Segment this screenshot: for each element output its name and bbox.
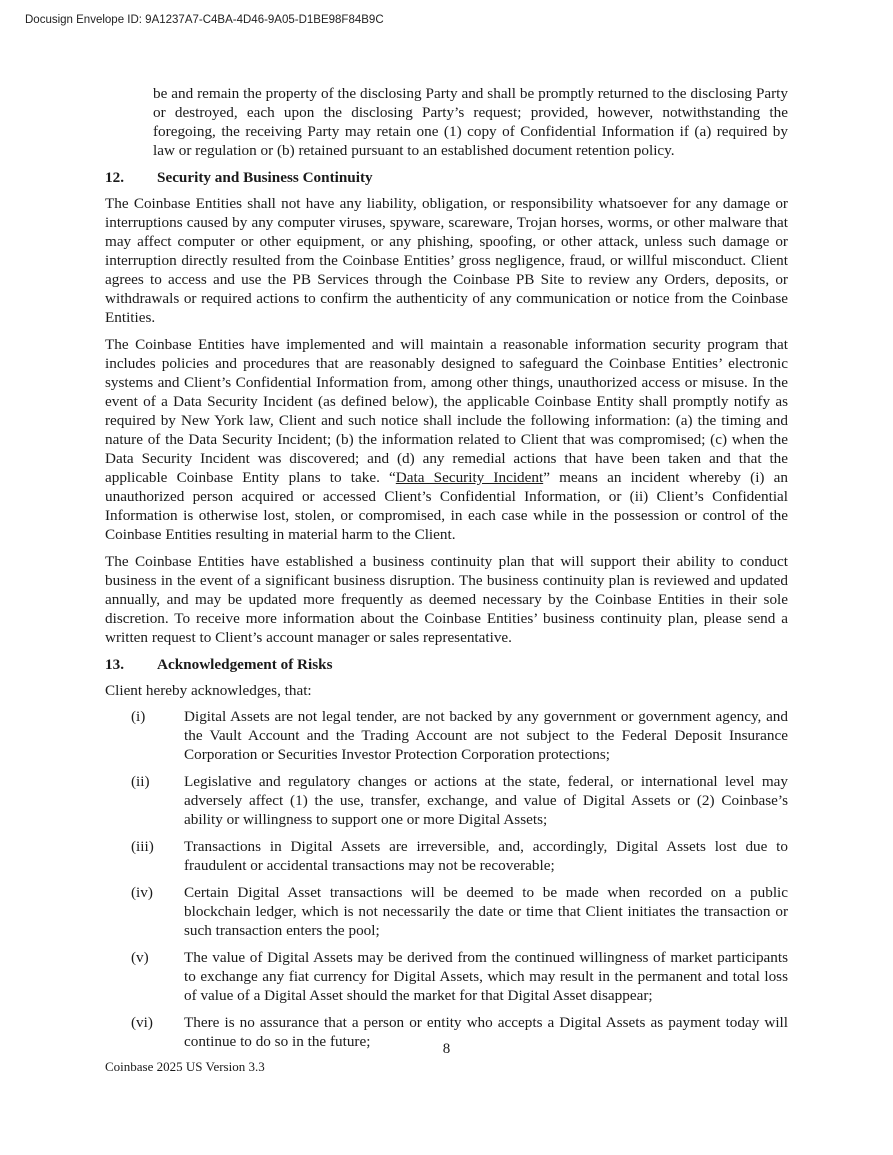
list-text: Certain Digital Asset transactions will be deemed to be made when recorded on a public blockchain ledger, which is not necessarily the date or time that Client initiates the transaction or such transaction enters the pool; <box>184 884 788 939</box>
list-text: There is no assurance that a person or entity who accepts a Digital Assets as payment today will continue to do so in the future; <box>184 1014 788 1050</box>
list-text: Digital Assets are not legal tender, are not backed by any government or government agency, and the Vault Account and the Trading Account are not subject to the Federal Deposit Insurance Corporation or Securities Investor Protection Corporation protections; <box>184 708 788 763</box>
defined-term: Data Security Incident <box>395 469 544 486</box>
list-label: (vi) <box>131 1014 153 1031</box>
list-item <box>105 948 788 1005</box>
list-text: Transactions in Digital Assets are irreversible, and, accordingly, Digital Assets lost due to fraudulent or accidental transactions may not be recoverable; <box>184 838 788 874</box>
list-label: (iii) <box>131 838 154 855</box>
section-title: Acknowledgement of Risks <box>157 656 333 673</box>
section-number: 12. <box>105 169 124 186</box>
list-text: The value of Digital Assets may be derived from the continued willingness of market participants to exchange any fiat currency for Digital Assets, which may result in the permanent and total loss of value of a Digital Asset should the market for that Digital Asset disappear; <box>184 949 788 1004</box>
section-13-heading <box>105 655 788 674</box>
document-body <box>105 84 788 1059</box>
section-title: Security and Business Continuity <box>157 169 373 186</box>
page-number: 8 <box>442 1041 451 1057</box>
paragraph: The Coinbase Entities shall not have any liability, obligation, or responsibility whatsoever for any damage or interruptions caused by any computer viruses, spyware, scareware, Trojan horses, worms, or other malware that may affect computer or other equipment, or any phishing, spoofing, or other attack, unless such damage or interruption directly resulted from the Coinbase Entities’ gross negligence, fraud, or willful misconduct. Client agrees to access and use the PB Services through the Coinbase PB Site to review any Orders, deposits, or withdrawals or required actions to confirm the authenticity of any communication or notice from the Coinbase Entities. <box>105 195 788 326</box>
list-intro: Client hereby acknowledges, that: <box>105 682 312 699</box>
envelope-id: Docusign Envelope ID: 9A1237A7-C4BA-4D46-9A05-D1BE98F84B9C <box>25 14 384 26</box>
section-number: 13. <box>105 656 124 673</box>
list-text: Legislative and regulatory changes or actions at the state, federal, or international level may adversely affect (1) the use, transfer, exchange, and value of Digital Assets or (2) Coinbase’s ability or willingness to support one or more Digital Assets; <box>184 773 788 828</box>
list-item <box>105 837 788 875</box>
footer-version: Coinbase 2025 US Version 3.3 <box>105 1059 265 1074</box>
text-run: ” means an incident whereby (i) an unauthorized person acquired or accessed Client’s Confidential Information, or (ii) Client’s Confidential Information is otherwise lost, stolen, or compromised, in each case while in the possession or control of the Coinbase Entities resulting in material harm to the Client. <box>105 469 788 543</box>
continuation-paragraph: be and remain the property of the disclosing Party and shall be promptly returned to the disclosing Party or destroyed, each upon the disclosing Party’s request; provided, however, notwithstanding the foregoing, the receiving Party may retain one (1) copy of Confidential Information if (a) required by law or regulation or (b) retained pursuant to an established document retention policy. <box>153 85 788 159</box>
list-label: (iv) <box>131 884 153 901</box>
text-run: The Coinbase Entities have implemented and will maintain a reasonable information security program that includes policies and procedures that are reasonably designed to safeguard the Coinbase Entities’ electronic systems and Client’s Confidential Information from, among other things, unauthorized access or misuse. In the event of a Data Security Incident (as defined below), the applicable Coinbase Entity shall promptly notify as required by New York law, Client and such notice shall include the following information: (a) the timing and nature of the Data Security Incident; (b) the information related to Client that was compromised; (c) when the Data Security Incident was discovered; and (d) any remedial actions that have been taken and that the applicable Coinbase Entity plans to take. “ <box>105 336 788 486</box>
list-item <box>105 707 788 764</box>
list-label: (v) <box>131 949 149 966</box>
list-label: (ii) <box>131 773 150 790</box>
section-12-heading <box>105 168 788 187</box>
list-item <box>105 883 788 940</box>
paragraph <box>105 335 788 544</box>
list-item <box>105 772 788 829</box>
paragraph: The Coinbase Entities have established a business continuity plan that will support their ability to conduct business in the event of a significant business disruption. The business continuity plan is reviewed and updated annually, and may be updated more frequently as deemed necessary by the Coinbase Entities in their sole discretion. To receive more information about the Coinbase Entities’ business continuity plan, please send a written request to Client’s account manager or sales representative. <box>105 553 788 646</box>
list-label: (i) <box>131 708 146 725</box>
